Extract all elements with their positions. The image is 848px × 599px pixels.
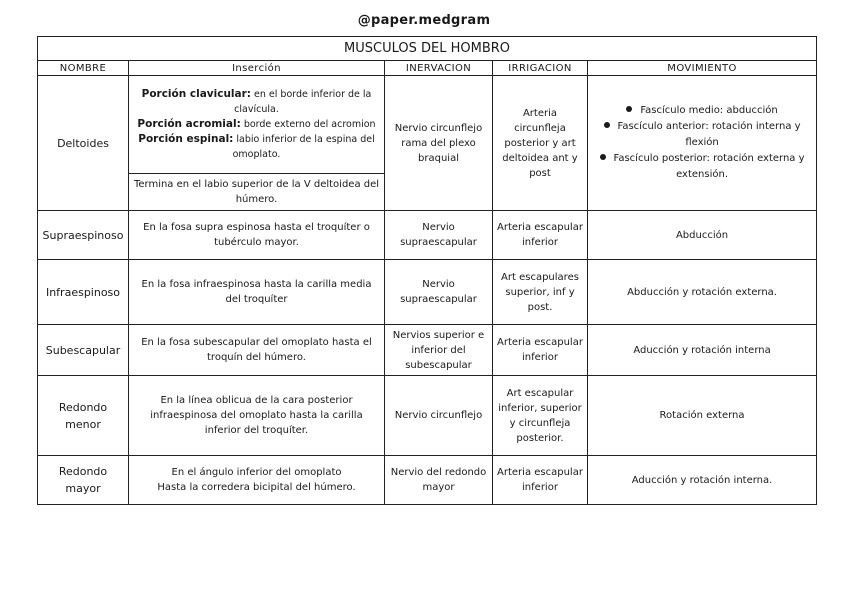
header-nombre: NOMBRE bbox=[38, 61, 129, 76]
list-item: Fascículo anterior: rotación interna y flexión bbox=[592, 119, 812, 151]
header-row bbox=[38, 61, 817, 76]
author-handle: @paper.medgram bbox=[357, 13, 491, 28]
table-row bbox=[38, 76, 817, 174]
innervation-cell: Nervio supraescapular bbox=[385, 260, 493, 325]
irrigation-cell: Arteria circunfleja posterior y art deltoidea ant y post bbox=[493, 76, 588, 211]
movement-list bbox=[592, 103, 812, 183]
table-row bbox=[38, 260, 817, 325]
table-row bbox=[38, 325, 817, 376]
movement-cell: Abducción bbox=[588, 211, 817, 260]
bullet-icon bbox=[600, 154, 606, 160]
innervation-cell: Nervios superior e inferior del subescapular bbox=[385, 325, 493, 376]
table-row bbox=[38, 376, 817, 456]
movement-cell: Aducción y rotación interna. bbox=[588, 456, 817, 505]
muscle-name: Deltoides bbox=[38, 76, 129, 211]
portion-espinal: Porción espinal: labio inferior de la espina del omoplato. bbox=[138, 133, 375, 160]
header-insercion: Inserción bbox=[129, 61, 385, 76]
movement-cell: Abducción y rotación externa. bbox=[588, 260, 817, 325]
insertion-cell: En la fosa subescapular del omoplato hasta el troquín del húmero. bbox=[129, 325, 385, 376]
muscle-name: Redondo menor bbox=[38, 376, 129, 456]
table-row bbox=[38, 456, 817, 505]
insertion-cell: Termina en el labio superior de la V deltoidea del húmero. bbox=[129, 174, 385, 211]
shoulder-muscles-table bbox=[37, 36, 817, 505]
portion-acromial: Porción acromial: borde externo del acromion bbox=[137, 118, 376, 130]
list-item: Fascículo posterior: rotación externa y extensión. bbox=[592, 151, 812, 183]
innervation-cell: Nervio circunflejo rama del plexo braquial bbox=[385, 76, 493, 211]
movement-cell: Rotación externa bbox=[588, 376, 817, 456]
bullet-icon bbox=[626, 106, 632, 112]
irrigation-cell: Art escapular inferior, superior y circunfleja posterior. bbox=[493, 376, 588, 456]
list-item: Fascículo medio: abducción bbox=[592, 103, 812, 119]
movement-cell bbox=[588, 76, 817, 211]
header-movimiento: MOVIMIENTO bbox=[588, 61, 817, 76]
muscle-name: Subescapular bbox=[38, 325, 129, 376]
muscle-name: Infraespinoso bbox=[38, 260, 129, 325]
insertion-cell: En la línea oblicua de la cara posterior infraespinosa del omoplato hasta la carilla inferior del troquíter. bbox=[129, 376, 385, 456]
irrigation-cell: Art escapulares superior, inf y post. bbox=[493, 260, 588, 325]
portion-clavicular: Porción clavicular: en el borde inferior de la clavícula. bbox=[141, 88, 372, 115]
irrigation-cell: Arteria escapular inferior bbox=[493, 211, 588, 260]
header-inervacion: INERVACION bbox=[385, 61, 493, 76]
insertion-cell bbox=[129, 456, 385, 505]
header-irrigacion: IRRIGACION bbox=[493, 61, 588, 76]
insertion-cell bbox=[129, 76, 385, 174]
insertion-line: En el ángulo inferior del omoplato bbox=[171, 467, 342, 478]
table-title: MUSCULOS DEL HOMBRO bbox=[38, 37, 817, 61]
innervation-cell: Nervio circunflejo bbox=[385, 376, 493, 456]
insertion-cell: En la fosa infraespinosa hasta la carilla media del troquíter bbox=[129, 260, 385, 325]
bullet-icon bbox=[604, 122, 610, 128]
innervation-cell: Nervio supraescapular bbox=[385, 211, 493, 260]
table-row bbox=[38, 211, 817, 260]
innervation-cell: Nervio del redondo mayor bbox=[385, 456, 493, 505]
insertion-line: Hasta la corredera bicipital del húmero. bbox=[157, 482, 356, 493]
muscle-name: Redondo mayor bbox=[38, 456, 129, 505]
muscle-name: Supraespinoso bbox=[38, 211, 129, 260]
irrigation-cell: Arteria escapular inferior bbox=[493, 325, 588, 376]
irrigation-cell: Arteria escapular inferior bbox=[493, 456, 588, 505]
movement-cell: Aducción y rotación interna bbox=[588, 325, 817, 376]
insertion-cell: En la fosa supra espinosa hasta el troquíter o tubérculo mayor. bbox=[129, 211, 385, 260]
